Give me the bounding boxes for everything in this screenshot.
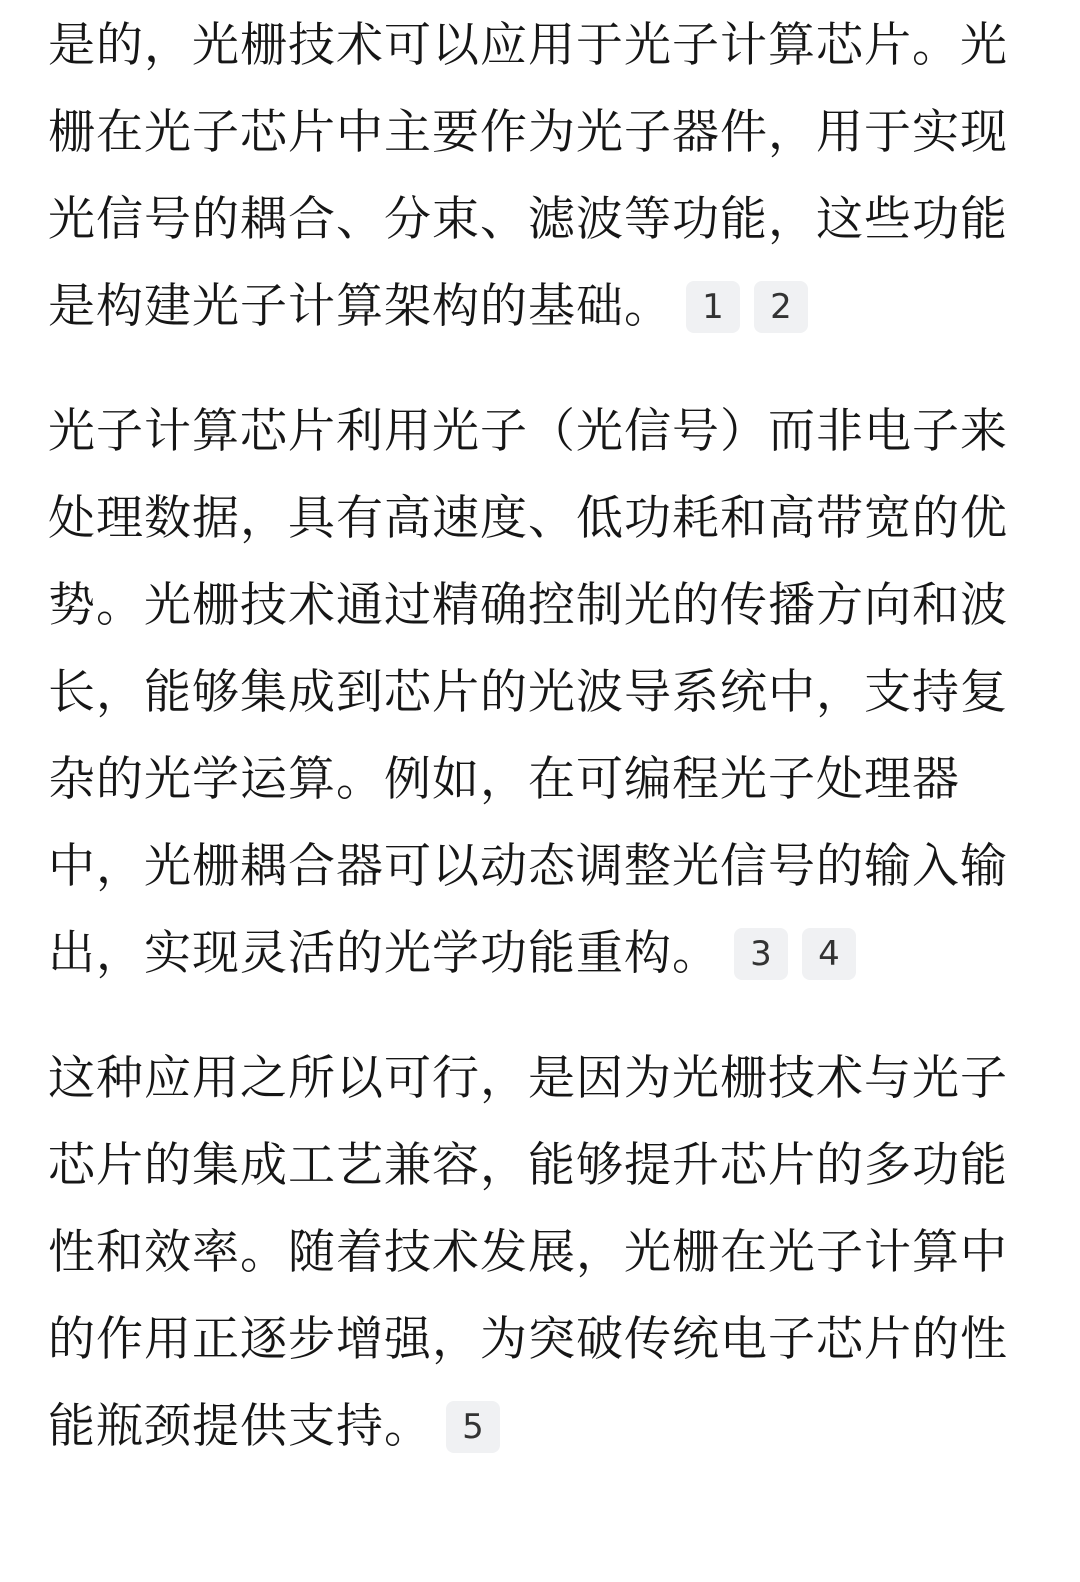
answer-paragraph [48,1035,1034,1470]
citation-badge[interactable]: 3 [734,928,788,980]
paragraph-text: 光子计算芯片利用光子（光信号）而非电子来处理数据，具有高速度、低功耗和高带宽的优势。光栅技术通过精确控制光的传播方向和波长，能够集成到芯片的光波导系统中，支持复杂的光学运算。例如，在可编程光子处理器中，光栅耦合器可以动态调整光信号的输入输出，实现灵活的光学功能重构。 [48,404,1008,981]
citation-badge[interactable]: 1 [686,281,740,333]
citation-badge[interactable]: 4 [802,928,856,980]
paragraph-text: 是的，光栅技术可以应用于光子计算芯片。光栅在光子芯片中主要作为光子器件，用于实现光信号的耦合、分束、滤波等功能，这些功能是构建光子计算架构的基础。 [48,18,1008,334]
answer-paragraph [48,2,1034,350]
answer-content [0,2,1080,1470]
answer-paragraph [48,388,1034,997]
citation-badge[interactable]: 2 [754,281,808,333]
citation-badge[interactable]: 5 [446,1401,500,1453]
paragraph-text: 这种应用之所以可行，是因为光栅技术与光子芯片的集成工艺兼容，能够提升芯片的多功能性和效率。随着技术发展，光栅在光子计算中的作用正逐步增强，为突破传统电子芯片的性能瓶颈提供支持。 [48,1051,1008,1454]
